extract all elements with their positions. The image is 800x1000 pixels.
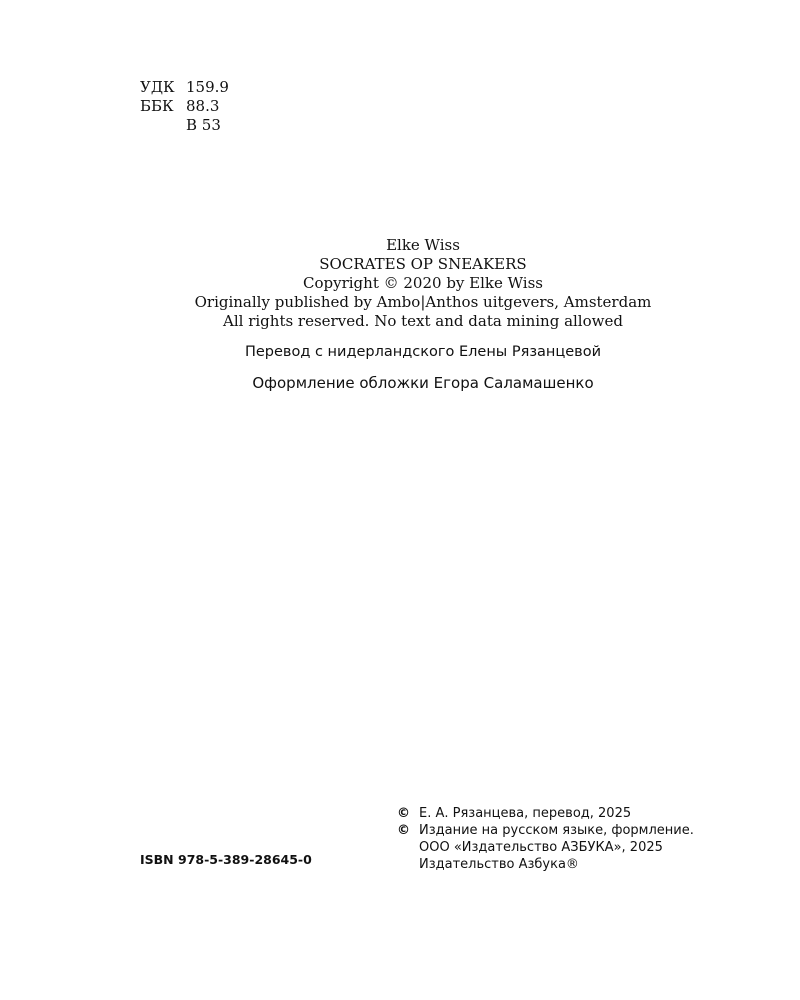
author-name: Elke Wiss (386, 236, 460, 254)
udk-value: 159.9 (186, 78, 229, 96)
bbk-value: 88.3 (186, 97, 220, 115)
publisher-copyright: ООО «Издательство АЗБУКА», 2025 (419, 840, 663, 855)
udk-row (140, 78, 229, 97)
translation-copyright-text: Е. А. Рязанцева, перевод, 2025 (419, 806, 632, 821)
copyright-line: Copyright © 2020 by Elke Wiss (303, 274, 543, 292)
author-mark: В 53 (186, 116, 221, 134)
classification-block (140, 78, 229, 135)
rights-line: All rights reserved. No text and data mining allowed (223, 312, 623, 330)
isbn: ISBN 978-5-389-28645-0 (140, 852, 312, 867)
russian-copyrights (397, 805, 694, 873)
copyright-symbol: © (397, 806, 410, 821)
udk-label: УДК (140, 78, 175, 96)
cover-design-credit: Оформление обложки Егора Саламашенко (252, 374, 594, 392)
translation-copyright (397, 805, 694, 822)
edition-copyright (397, 822, 694, 839)
credits-block (0, 236, 800, 393)
original-title: SOCRATES OP SNEAKERS (319, 255, 527, 273)
bbk-label: ББК (140, 97, 174, 115)
original-publisher: Originally published by Ambo|Anthos uitgevers, Amsterdam (194, 293, 652, 311)
bbk-row (140, 97, 229, 116)
publisher-trademark: Издательство Азбука® (419, 857, 579, 872)
copyright-symbol: © (397, 823, 410, 838)
edition-copyright-text: Издание на русском языке, формление. (419, 823, 694, 838)
translator-credit: Перевод с нидерландского Елены Рязанцевой (244, 344, 602, 360)
